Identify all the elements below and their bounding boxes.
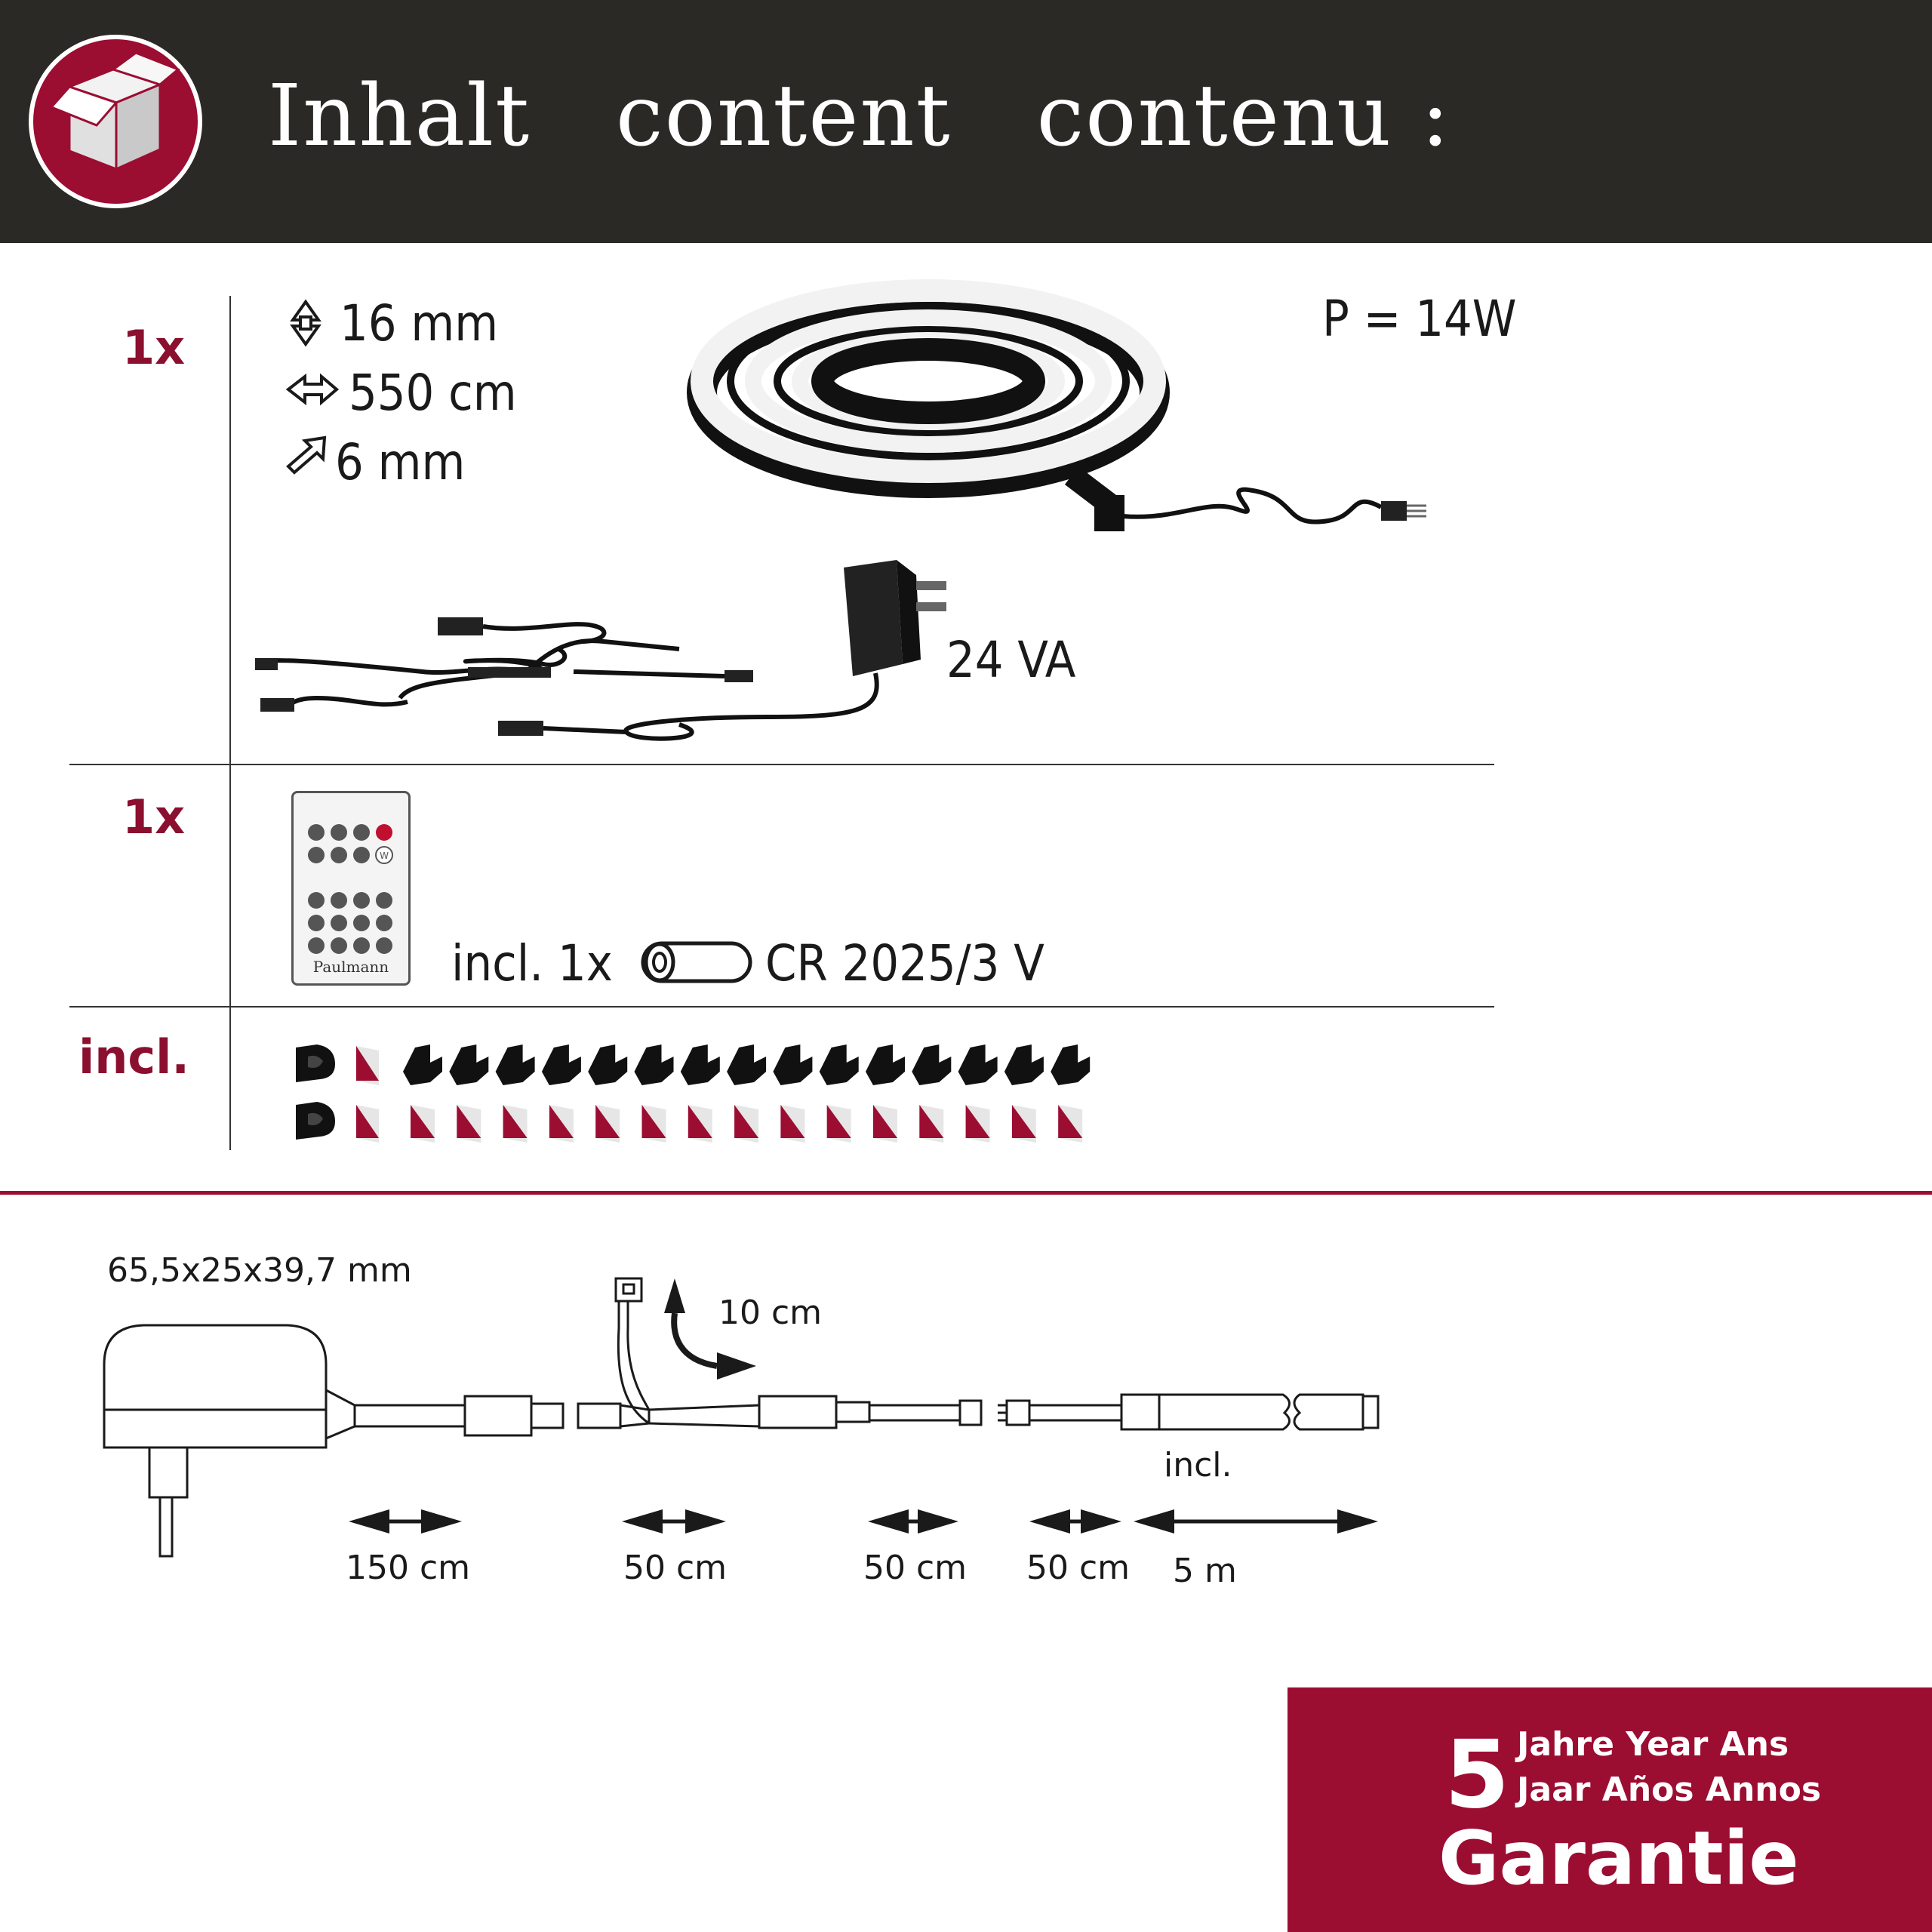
double-arrow-icon: [868, 1509, 958, 1534]
double-arrow-icon: [622, 1509, 726, 1534]
double-arrow-icon: [1029, 1509, 1121, 1534]
strip-depth: 6 mm: [335, 433, 466, 491]
battery-prefix: incl. 1x: [451, 934, 613, 992]
guarantee-badge: [1287, 1687, 1932, 1932]
included-label: incl.: [1164, 1446, 1232, 1484]
length-label-ir: 50 cm: [863, 1549, 968, 1587]
guarantee-years: 5: [1444, 1721, 1510, 1829]
page-title: Inhalt content contenu :: [268, 67, 1451, 165]
strip-quantity: 1x: [122, 320, 186, 375]
remote-quantity: 1x: [122, 789, 186, 844]
length-label-ybranch: 50 cm: [623, 1549, 728, 1587]
svg-text:W: W: [380, 851, 389, 861]
strip-length: 550 cm: [349, 364, 517, 422]
strip-height: 16 mm: [340, 294, 499, 352]
adapter-outline: [104, 1325, 326, 1447]
guarantee-line-2: Jaar Años Annos: [1517, 1770, 1822, 1809]
length-label-cable: 150 cm: [346, 1549, 471, 1587]
double-arrow-icon: [349, 1509, 462, 1534]
accessories-quantity: incl.: [78, 1029, 189, 1084]
flex-length-label: 10 cm: [718, 1294, 823, 1332]
length-label-strip: 5 m: [1173, 1552, 1237, 1590]
length-label-lead: 50 cm: [1026, 1549, 1131, 1587]
double-arrow-icon: [1134, 1509, 1378, 1534]
length-arrows: [349, 1509, 1378, 1534]
battery-type: CR 2025/3 V: [765, 934, 1044, 992]
guarantee-line-1: Jahre Year Ans: [1517, 1725, 1789, 1764]
guarantee-word: Garantie: [1438, 1816, 1799, 1902]
remote-brand-label: Paulmann: [312, 958, 389, 976]
strip-power: P = 14W: [1322, 290, 1517, 348]
adapter-dimensions: 65,5x25x39,7 mm: [107, 1251, 412, 1290]
adapter-rating: 24 VA: [946, 631, 1076, 689]
